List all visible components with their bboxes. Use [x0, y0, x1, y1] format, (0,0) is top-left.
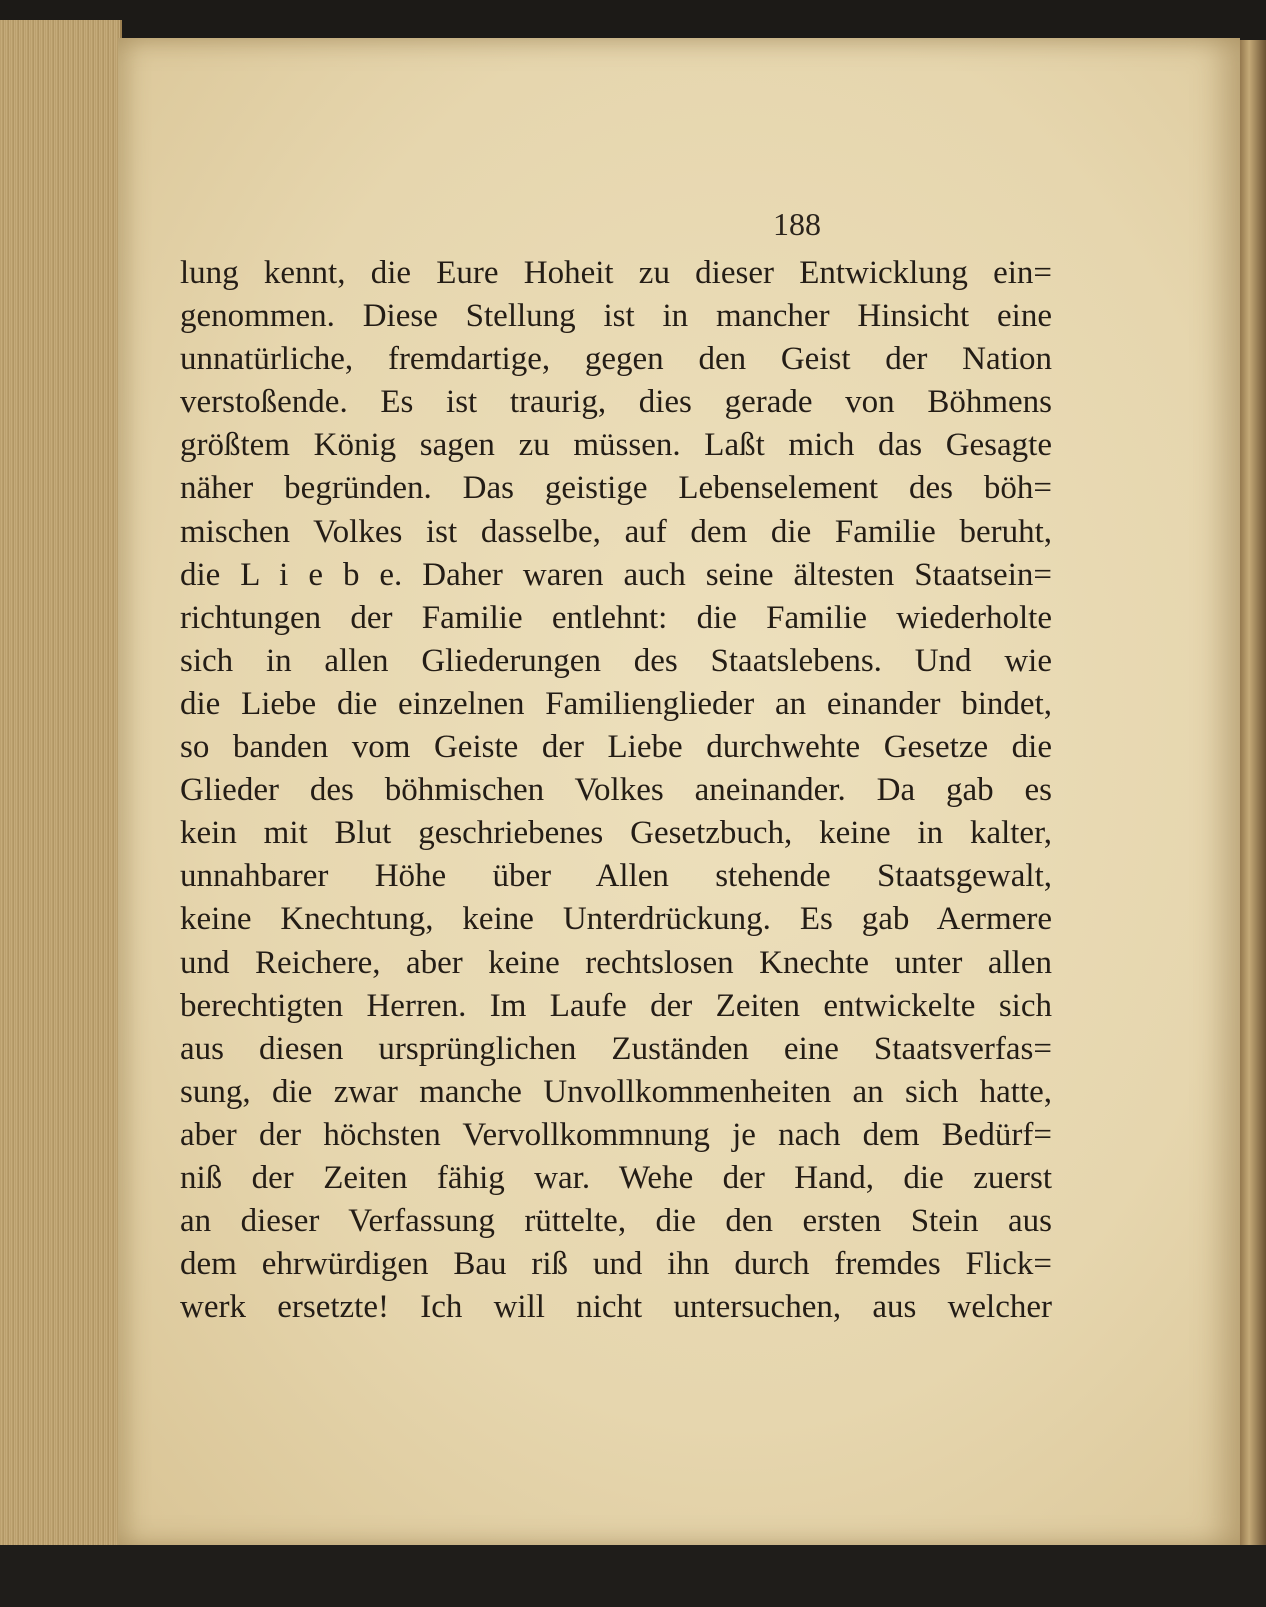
- text-line: an dieser Verfassung rüttelte, die den ersten Stein aus: [180, 1203, 1052, 1240]
- text-line: größtem König sagen zu müssen. Laßt mich das Gesagte: [180, 427, 1052, 464]
- text-line: kein mit Blut geschriebenes Gesetzbuch, keine in kalter,: [180, 815, 1052, 852]
- text-line: aber der höchsten Vervollkommnung je nach dem Bedürf=: [180, 1116, 1052, 1153]
- text-line: sung, die zwar manche Unvollkommenheiten an sich hatte,: [180, 1073, 1052, 1110]
- text-line: keine Knechtung, keine Unterdrückung. Es gab Aermere: [180, 901, 1052, 938]
- text-line: verstoßende. Es ist traurig, dies gerade von Böhmens: [180, 384, 1052, 421]
- text-line: werk ersetzte! Ich will nicht untersuchen, aus welcher: [180, 1289, 1052, 1326]
- text-line: näher begründen. Das geistige Lebenselement des böh=: [180, 470, 1052, 507]
- body-text: [180, 252, 1052, 1329]
- text-line: die Liebe die einzelnen Familienglieder an einander bindet,: [180, 685, 1052, 722]
- book-page-edges: [0, 20, 122, 1555]
- text-line: dem ehrwürdigen Bau riß und ihn durch fremdes Flick=: [180, 1246, 1052, 1283]
- text-line: niß der Zeiten fähig war. Wehe der Hand, die zuerst: [180, 1159, 1052, 1196]
- text-line: richtungen der Familie entlehnt: die Familie wiederholte: [180, 599, 1052, 636]
- text-line: lung kennt, die Eure Hoheit zu dieser Entwicklung ein=: [180, 255, 1052, 291]
- text-line: berechtigten Herren. Im Laufe der Zeiten entwickelte sich: [180, 987, 1052, 1024]
- text-line: die L i e b e. Daher waren auch seine ältesten Staatsein=: [180, 556, 1052, 593]
- text-line: aus diesen ursprünglichen Zuständen eine Staatsverfas=: [180, 1030, 1052, 1067]
- text-line: genommen. Diese Stellung ist in mancher Hinsicht eine: [180, 298, 1052, 335]
- text-line: und Reichere, aber keine rechtslosen Knechte unter allen: [180, 944, 1052, 981]
- page-number: 188: [773, 206, 821, 242]
- text-line: so banden vom Geiste der Liebe durchwehte Gesetze die: [180, 729, 1052, 766]
- text-line: unnahbarer Höhe über Allen stehende Staatsgewalt,: [180, 858, 1052, 895]
- text-line: mischen Volkes ist dasselbe, auf dem die Familie beruht,: [180, 513, 1052, 550]
- text-line: sich in allen Gliederungen des Staatslebens. Und wie: [180, 642, 1052, 679]
- text-line: unnatürliche, fremdartige, gegen den Geist der Nation: [180, 341, 1052, 378]
- text-line: Glieder des böhmischen Volkes aneinander. Da gab es: [180, 772, 1052, 809]
- backdrop-top: [0, 0, 1266, 40]
- backdrop-bottom: [0, 1545, 1266, 1607]
- book-right-edge: [1238, 40, 1266, 1550]
